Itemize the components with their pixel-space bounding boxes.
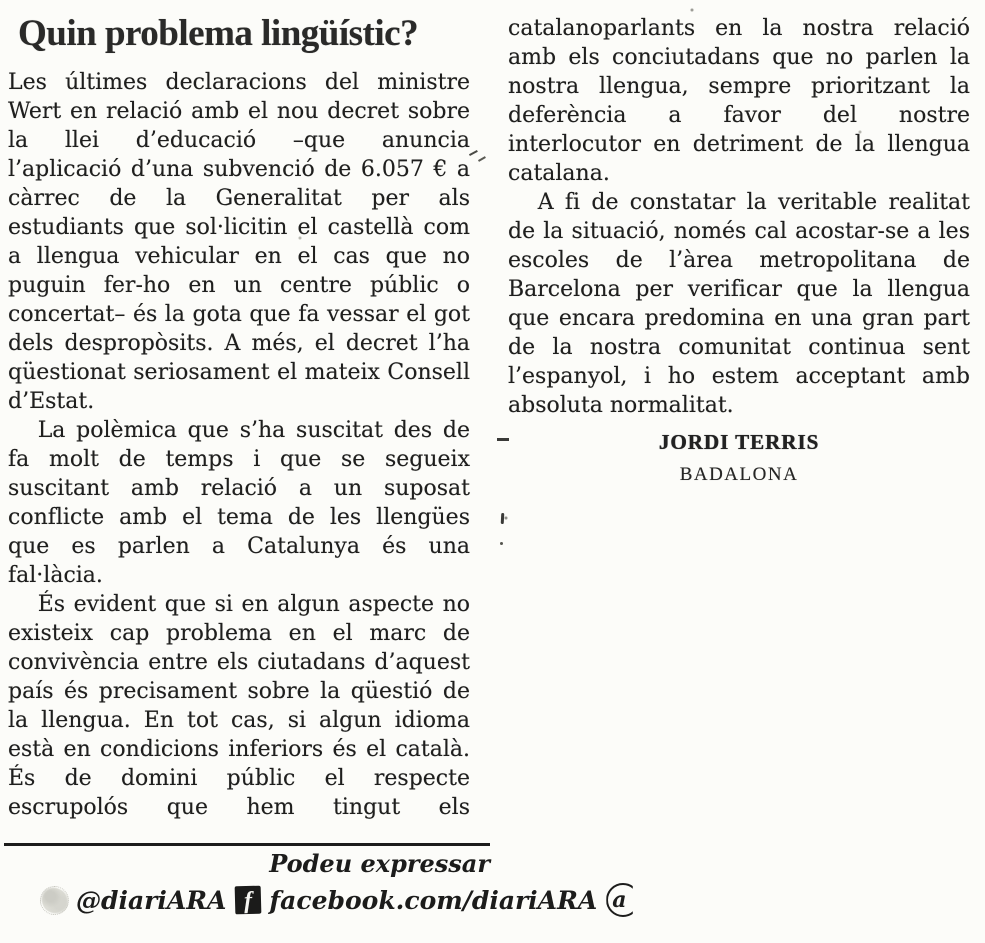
twitter-handle: @diariARA (76, 885, 227, 915)
paragraph-4: A fi de constatar la veritable realitat de la situació, només cal acostar-se a les escoles de l’àrea metropolitana de Barcelona per verificar que la llengua que encara predomina en una gran part de la nostra comunitat continua sent l’espanyol, i ho estem acceptant amb absoluta normalitat. (508, 190, 970, 418)
signature-block (508, 428, 970, 489)
social-links-row (40, 883, 627, 917)
facebook-url: facebook.com/diariARA (269, 885, 598, 915)
email-at-icon-glyph: a (612, 887, 627, 913)
signature-author: JORDI TERRIS (658, 430, 820, 454)
footer-divider (4, 843, 490, 846)
scan-artifact-dash (497, 438, 509, 441)
paragraph-2: La polèmica que s’ha suscitat des de fa molt de temps i que se segueix suscitant amb relació a un suposat conflicte amb el tema de les llengües que es parlen a Catalunya és una fal·làcia. (8, 417, 470, 588)
letter-article (8, 0, 970, 838)
facebook-icon-letter: f (244, 887, 253, 915)
scan-artifact-apostrophe (501, 513, 505, 524)
article-title-text: Quin problema lingüístic? (18, 13, 419, 54)
paragraph-3: És evident que si en algun aspecte no existeix cap problema en el marc de convivència entre els ciutadans d’aquest país és precisament sobre la qüestió de la llengua. En tot cas, si algun idioma està en condicions inferiors és el català. És de domini públic el respecte escrupolós que hem tingut els catalanoparlants en la nostra relació amb els conciutadans que no parlen la nostra llengua, sempre prioritzant la deferència a favor del nostre interlocutor en detriment de la llengua catalana. (8, 16, 970, 820)
signature-location: BADALONA (679, 464, 799, 485)
facebook-icon (235, 886, 262, 915)
twitter-icon (40, 886, 69, 915)
contact-footer (4, 843, 627, 917)
article-title (18, 14, 470, 55)
email-at-icon (606, 883, 640, 917)
footer-lead-in: Podeu expressar (269, 849, 490, 878)
paragraph-1: Les últimes declaracions del ministre Wert en relació amb el nou decret sobre la llei d’educació –que anuncia l’aplicació d’una subvenció de 6.057 € a càrrec de la Generalitat per als estudiants que sol·licitin el castellà com a llengua vehicular en el cas que no puguin fer-ho en un centre públic o concertat– és la gota que fa vessar el got dels despropòsits. A més, el decret l’ha qüestionat seriosament el mateix Consell d’Estat. (8, 69, 470, 414)
